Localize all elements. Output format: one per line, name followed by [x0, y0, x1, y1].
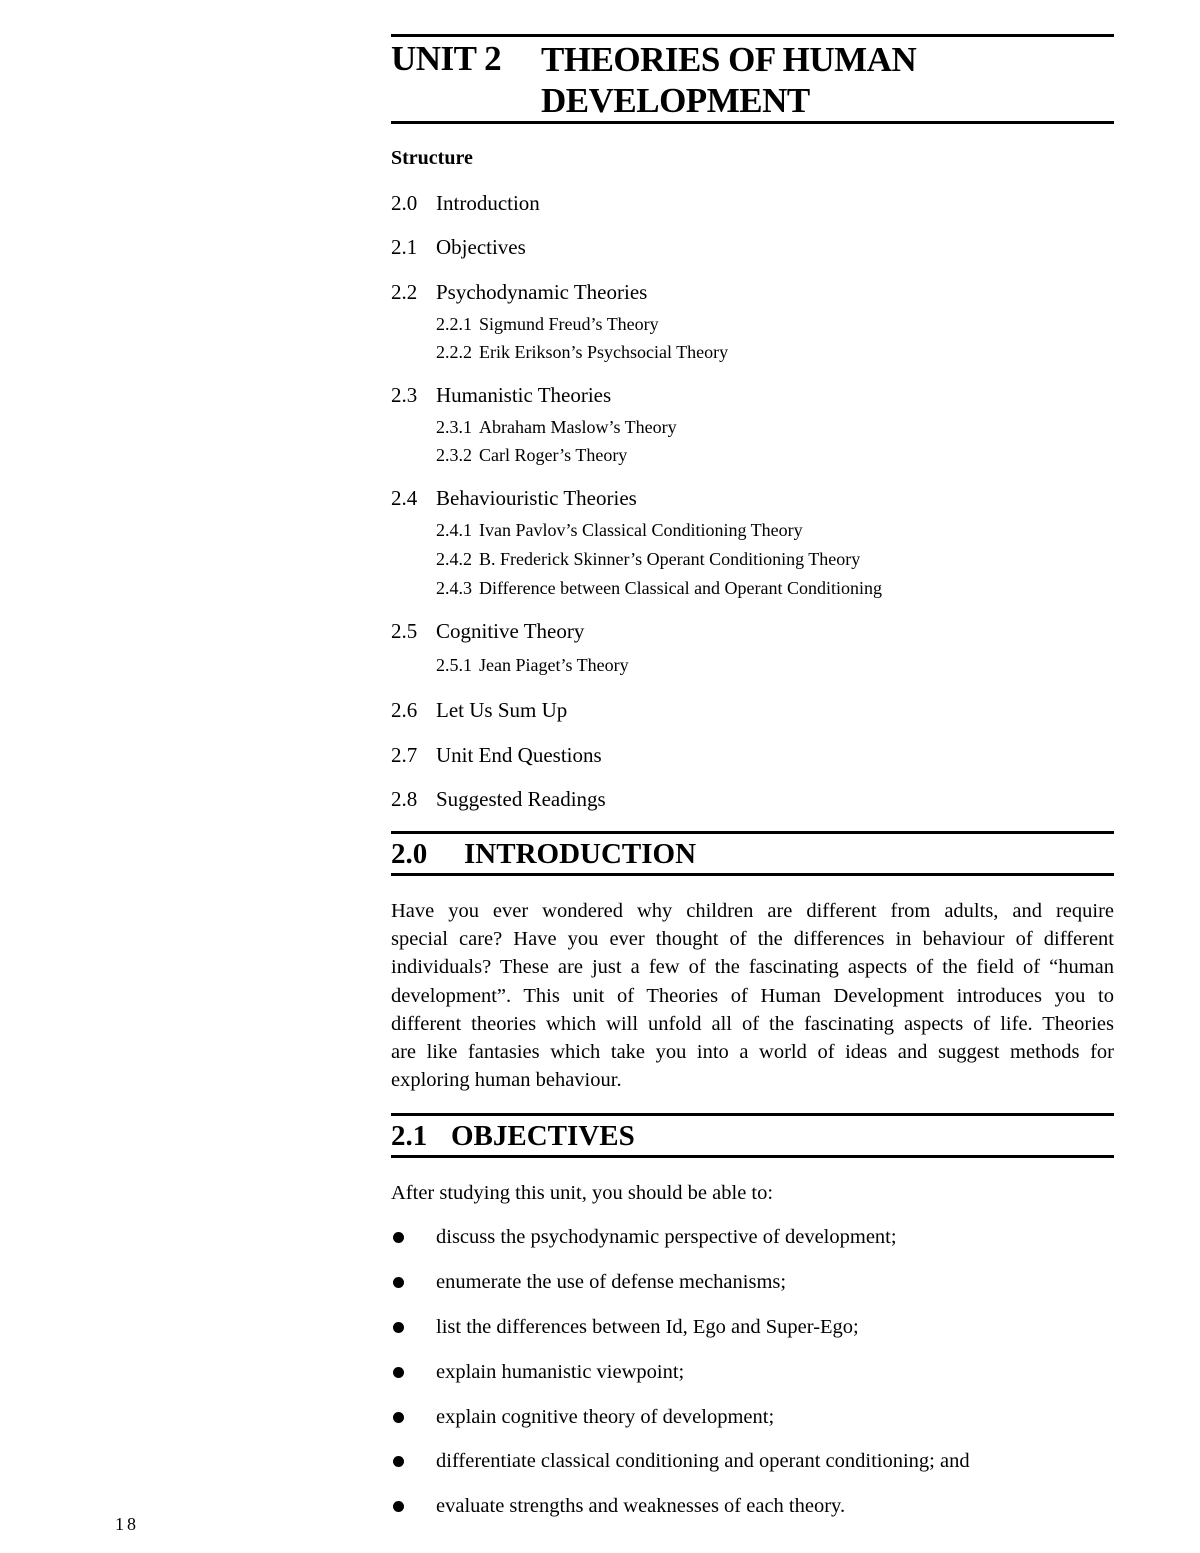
objective-text: explain cognitive theory of development; — [436, 1406, 775, 1428]
toc-item-label: Introduction — [436, 191, 540, 215]
toc-item-number: 2.6 — [391, 698, 418, 722]
toc-subitem-erikson — [436, 341, 728, 363]
objective-text: evaluate strengths and weaknesses of each theory. — [436, 1495, 846, 1517]
toc-subitem-label: Abraham Maslow’s Theory — [479, 417, 677, 437]
unit-title — [541, 39, 1101, 121]
unit-title-block — [391, 34, 1114, 124]
toc-subitem-number: 2.5.1 — [436, 655, 472, 675]
bullet-icon — [393, 1412, 404, 1423]
unit-label: UNIT 2 — [391, 39, 502, 78]
toc-item-introduction — [391, 190, 540, 216]
toc-subitem-piaget — [436, 654, 629, 676]
toc-item-label: Humanistic Theories — [436, 383, 612, 407]
toc-item-label: Let Us Sum Up — [436, 698, 568, 722]
toc-item-label: Objectives — [436, 235, 526, 259]
toc-item-unit-end-questions — [391, 742, 602, 768]
toc-item-number: 2.3 — [391, 383, 418, 407]
toc-subitem-roger — [436, 444, 627, 466]
toc-subitem-number: 2.2.2 — [436, 342, 472, 362]
toc-subitem-difference — [436, 577, 882, 599]
toc-item-cognitive-theory — [391, 618, 584, 644]
toc-subitem-label: B. Frederick Skinner’s Operant Conditioning Theory — [479, 549, 861, 569]
toc-item-label: Cognitive Theory — [436, 619, 585, 643]
objectives-heading — [391, 1113, 1114, 1158]
toc-item-label: Psychodynamic Theories — [436, 280, 648, 304]
toc-item-number: 2.7 — [391, 743, 418, 767]
paragraph-line: are like fantasies which take you into a world of ideas and suggest methods for — [391, 1041, 1114, 1064]
bullet-icon — [393, 1277, 404, 1288]
paragraph-line: special care? Have you ever thought of the differences in behaviour of different — [391, 928, 1114, 951]
toc-item-psychodynamic-theories — [391, 279, 647, 305]
toc-subitem-pavlov — [436, 519, 803, 541]
toc-subitem-number: 2.2.1 — [436, 314, 472, 334]
toc-item-objectives — [391, 234, 526, 260]
toc-item-label: Behaviouristic Theories — [436, 486, 637, 510]
bullet-icon — [393, 1456, 404, 1467]
section-title: INTRODUCTION — [464, 838, 697, 870]
structure-heading: Structure — [391, 147, 473, 169]
toc-subitem-label: Erik Erikson’s Psychsocial Theory — [479, 342, 729, 362]
paragraph-line: Have you ever wondered why children are different from adults, and require — [391, 900, 1114, 922]
bullet-icon — [393, 1367, 404, 1378]
toc-item-number: 2.1 — [391, 235, 418, 259]
toc-subitem-number: 2.3.2 — [436, 445, 472, 465]
toc-item-behaviouristic-theories — [391, 485, 637, 511]
introduction-heading — [391, 831, 1114, 876]
toc-subitem-number: 2.4.2 — [436, 549, 472, 569]
toc-item-number: 2.0 — [391, 191, 418, 215]
toc-subitem-number: 2.4.1 — [436, 520, 472, 540]
paragraph-line: different theories which will unfold all of the fascinating aspects of life. Theories — [391, 1012, 1114, 1035]
toc-item-number: 2.4 — [391, 486, 418, 510]
bullet-icon — [393, 1501, 404, 1512]
toc-subitem-label: Difference between Classical and Operant Conditioning — [479, 578, 883, 598]
toc-subitem-freud — [436, 313, 659, 335]
toc-item-number: 2.2 — [391, 280, 418, 304]
toc-item-label: Suggested Readings — [436, 787, 606, 811]
toc-subitem-maslow — [436, 416, 677, 438]
toc-item-number: 2.8 — [391, 787, 418, 811]
toc-item-label: Unit End Questions — [436, 743, 602, 767]
toc-subitem-label: Jean Piaget’s Theory — [479, 655, 629, 675]
section-number: 2.0 — [391, 838, 428, 870]
toc-subitem-label: Carl Roger’s Theory — [479, 445, 628, 465]
introduction-paragraph — [391, 897, 1114, 1094]
toc-subitem-number: 2.4.3 — [436, 578, 472, 598]
objective-text: enumerate the use of defense mechanisms; — [436, 1271, 787, 1293]
section-number: 2.1 — [391, 1120, 428, 1152]
bullet-icon — [393, 1322, 404, 1333]
toc-subitem-label: Sigmund Freud’s Theory — [479, 314, 659, 334]
toc-item-humanistic-theories — [391, 382, 611, 408]
paragraph-line: development”. This unit of Theories of Human Development introduces you to — [391, 984, 1114, 1007]
toc-item-sum-up — [391, 697, 567, 723]
paragraph-line: individuals? These are just a few of the fascinating aspects of the field of “human — [391, 956, 1114, 979]
paragraph-line: exploring human behaviour. — [391, 1069, 622, 1092]
objective-text: list the differences between Id, Ego and Super-Ego; — [436, 1316, 859, 1338]
page-number: 18 — [115, 1514, 139, 1534]
section-title: OBJECTIVES — [451, 1120, 635, 1152]
toc-subitem-skinner — [436, 548, 860, 570]
objectives-lead: After studying this unit, you should be able to: — [391, 1182, 774, 1204]
toc-subitem-label: Ivan Pavlov’s Classical Conditioning Theory — [479, 520, 803, 540]
objective-text: differentiate classical conditioning and operant conditioning; and — [436, 1450, 970, 1472]
unit-title-line-1: THEORIES OF HUMAN — [541, 40, 917, 79]
toc-item-suggested-readings — [391, 786, 606, 812]
unit-title-line-2: DEVELOPMENT — [541, 81, 810, 120]
objective-text: explain humanistic viewpoint; — [436, 1361, 685, 1383]
bullet-icon — [393, 1232, 404, 1243]
objective-text: discuss the psychodynamic perspective of development; — [436, 1226, 897, 1248]
toc-subitem-number: 2.3.1 — [436, 417, 472, 437]
toc-item-number: 2.5 — [391, 619, 418, 643]
